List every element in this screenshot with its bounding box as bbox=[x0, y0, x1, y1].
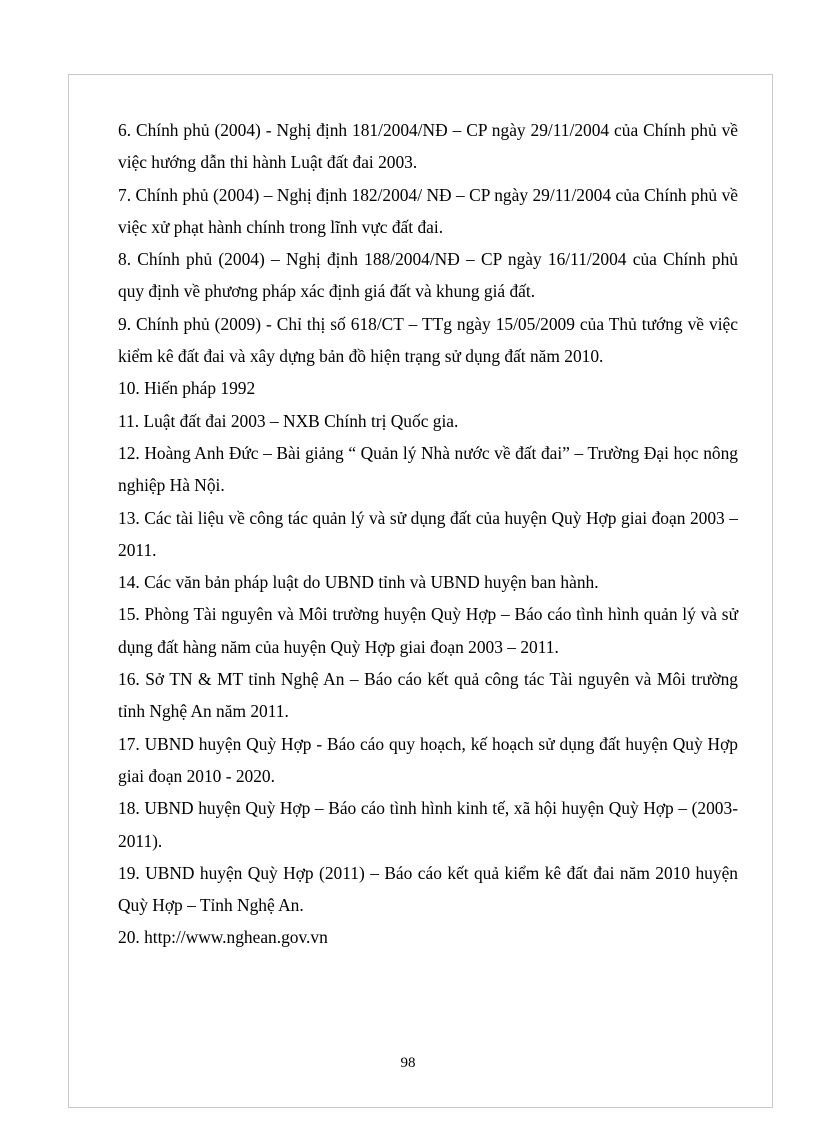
reference-item: 14. Các văn bản pháp luật do UBND tỉnh và UBND huyện ban hành. bbox=[118, 572, 599, 593]
reference-item: 6. Chính phủ (2004) - Nghị định 181/2004/NĐ – CP ngày 29/11/2004 của Chính phủ về việc hướng dẫn thi hành Luật đất đai 2003. bbox=[118, 120, 738, 173]
reference-item: 16. Sở TN & MT tỉnh Nghệ An – Báo cáo kết quả công tác Tài nguyên và Môi trường tỉnh Nghệ An năm 2011. bbox=[118, 669, 738, 722]
page-number: 98 bbox=[400, 1055, 416, 1071]
reference-item: 10. Hiến pháp 1992 bbox=[118, 378, 256, 399]
reference-item: 17. UBND huyện Quỳ Hợp - Báo cáo quy hoạch, kế hoạch sử dụng đất huyện Quỳ Hợp giai đoạn 2010 - 2020. bbox=[118, 733, 738, 786]
reference-item: 12. Hoàng Anh Đức – Bài giảng “ Quản lý Nhà nước về đất đai” – Trường Đại học nông nghiệp Hà Nội. bbox=[118, 442, 738, 496]
reference-list bbox=[118, 114, 738, 954]
reference-item: 7. Chính phủ (2004) – Nghị định 182/2004/ NĐ – CP ngày 29/11/2004 của Chính phủ về việc xử phạt hành chính trong lĩnh vực đất đai. bbox=[118, 184, 738, 237]
reference-item: 19. UBND huyện Quỳ Hợp (2011) – Báo cáo kết quả kiểm kê đất đai năm 2010 huyện Quỳ Hợp – Tỉnh Nghệ An. bbox=[118, 862, 738, 916]
reference-item: 13. Các tài liệu về công tác quản lý và sử dụng đất của huyện Quỳ Hợp giai đoạn 2003 – 2011. bbox=[118, 507, 738, 560]
reference-item: 18. UBND huyện Quỳ Hợp – Báo cáo tình hình kinh tế, xã hội huyện Quỳ Hợp – (2003-2011). bbox=[118, 798, 738, 851]
reference-item: 15. Phòng Tài nguyên và Môi trường huyện Quỳ Hợp – Báo cáo tình hình quản lý và sử dụng đất hàng năm của huyện Quỳ Hợp giai đoạn 2003 – 2011. bbox=[118, 604, 738, 657]
reference-link[interactable]: 20. http://www.nghean.gov.vn bbox=[118, 927, 328, 948]
reference-item: 9. Chính phủ (2009) - Chỉ thị số 618/CT – TTg ngày 15/05/2009 của Thủ tướng về việc kiểm kê đất đai và xây dựng bản đồ hiện trạng sử dụng đất năm 2010. bbox=[118, 313, 738, 367]
reference-item: 8. Chính phủ (2004) – Nghị định 188/2004/NĐ – CP ngày 16/11/2004 của Chính phủ quy định về phương pháp xác định giá đất và khung giá đất. bbox=[118, 249, 738, 302]
reference-item: 11. Luật đất đai 2003 – NXB Chính trị Quốc gia. bbox=[118, 410, 459, 431]
